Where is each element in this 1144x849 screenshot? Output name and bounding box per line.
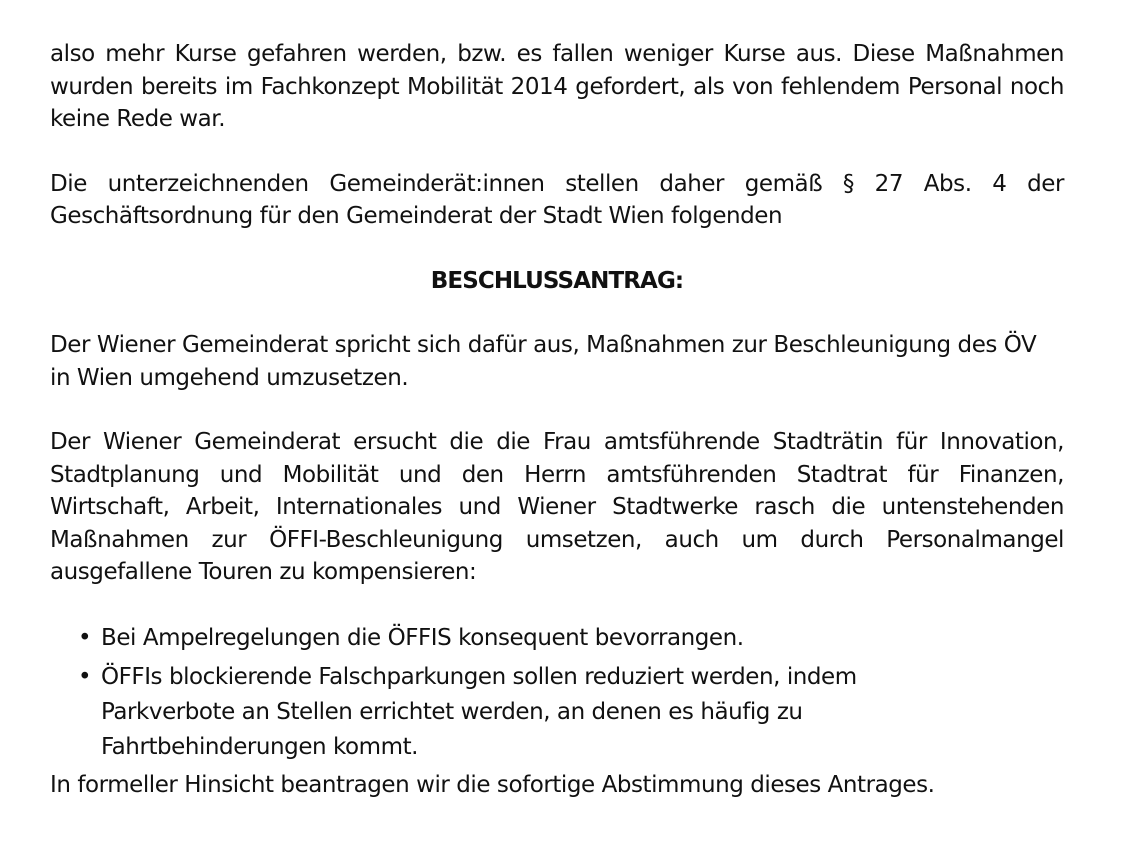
intro-continuation-paragraph: also mehr Kurse gefahren werden, bzw. es fallen weniger Kurse aus. Diese Maßnahmen wurden bereits im Fachkonzept Mobilität 2014 gefordert, als von fehlendem Personal noch keine Rede war.	[50, 41, 1064, 132]
document-body	[50, 38, 1064, 801]
measures-list	[50, 621, 978, 765]
closing-paragraph: In formeller Hinsicht beantragen wir die sofortige Abstimmung dieses Antrages.	[50, 771, 935, 798]
measure-item	[78, 621, 978, 656]
paragraph-spacer	[50, 233, 1064, 265]
resolution-paragraph-1: Der Wiener Gemeinderat spricht sich dafür aus, Maßnahmen zur Beschleunigung des ÖV in Wien umgehend umzusetzen.	[50, 332, 1037, 391]
bullet-marker: •	[78, 624, 92, 651]
resolution-paragraph-2: Der Wiener Gemeinderat ersucht die die Frau amtsführende Stadträtin für Innovation, Stadtplanung und Mobilität und den Herrn amtsführenden Stadtrat für Finanzen, Wirtschaft, Arbeit, Internationales und Wiener Stadtwerke rasch die untenstehenden Maßnahmen zur ÖFFI-Beschleunigung umsetzen, auch um durch Personalmangel ausgefallene Touren zu kompensieren:	[50, 429, 1064, 585]
paragraph-spacer	[50, 297, 1064, 329]
paragraph-spacer	[50, 136, 1064, 168]
measure-item	[78, 660, 978, 765]
motion-heading: BESCHLUSSANTRAG:	[430, 267, 684, 294]
paragraph-spacer	[50, 589, 1064, 621]
measure-text: Bei Ampelregelungen die ÖFFIS konsequent bevorrangen.	[101, 624, 744, 651]
paragraph-spacer	[50, 394, 1064, 426]
measure-text: ÖFFIs blockierende Falschparkungen sollen reduziert werden, indem Parkverbote an Stellen errichtet werden, an denen es häufig zu Fahrtbehinderungen kommt.	[101, 663, 857, 760]
bullet-marker: •	[78, 663, 92, 690]
signatories-paragraph: Die unterzeichnenden Gemeinderät:innen stellen daher gemäß § 27 Abs. 4 der Geschäftsordnung für den Gemeinderat der Stadt Wien folgenden	[50, 170, 1064, 229]
